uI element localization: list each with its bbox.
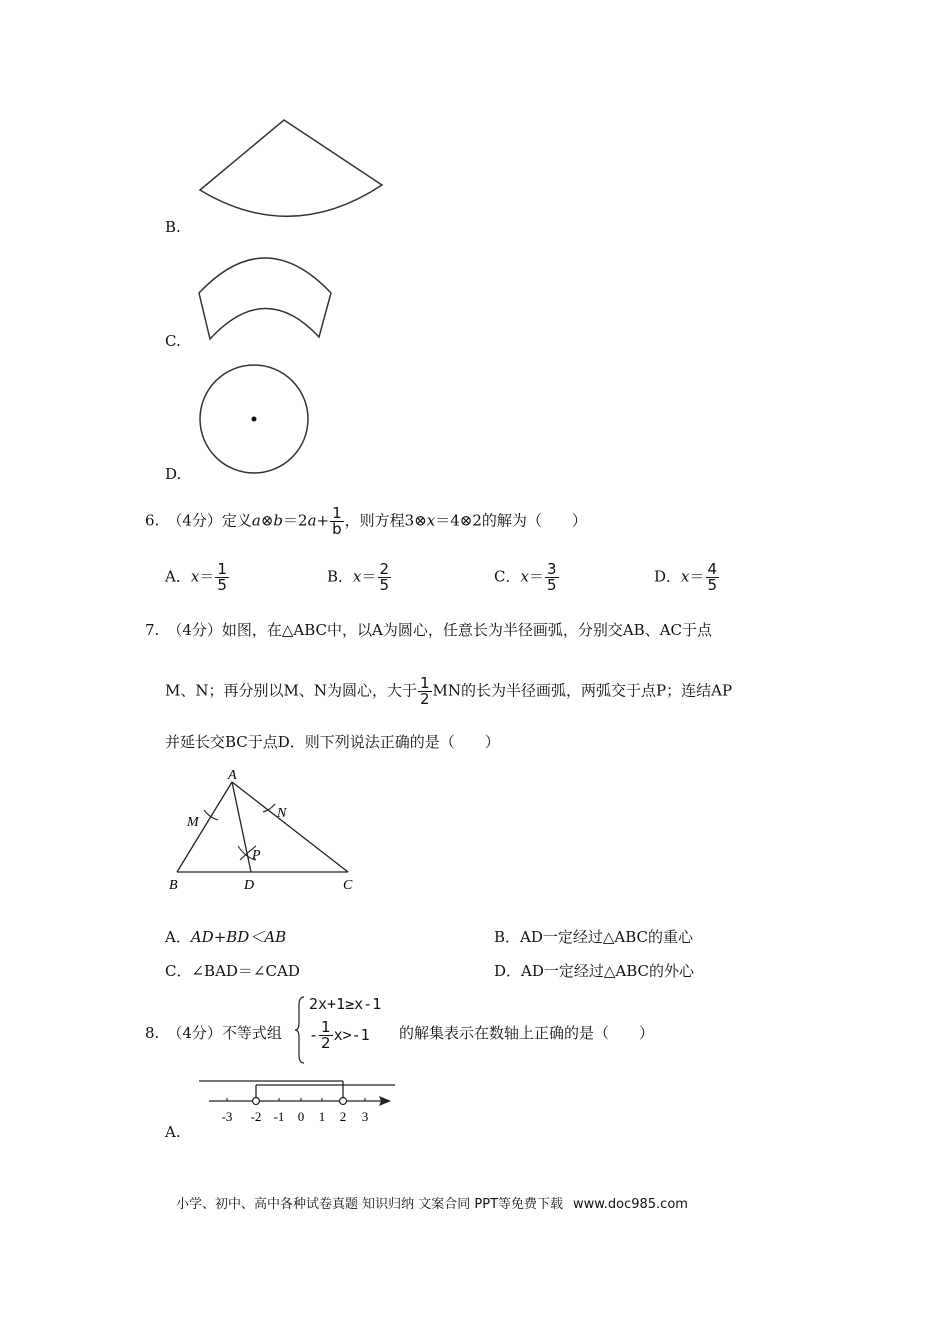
vertex-a-label: A <box>228 768 237 783</box>
q7-option-a[interactable]: A．AD+BD＜AB <box>165 928 287 946</box>
vertex-c-label: C <box>343 878 353 893</box>
tick-label: 3 <box>361 1109 369 1124</box>
q7-option-d[interactable]: D．AD一定经过△ABC的外心 <box>494 962 695 980</box>
point-p-label: P <box>252 848 261 863</box>
tick-label: -1 <box>273 1109 285 1124</box>
q5-option-b-figure <box>190 110 390 230</box>
point-d-label: D <box>244 878 255 893</box>
q7-option-b[interactable]: B．AD一定经过△ABC的重心 <box>494 928 694 946</box>
q8-inequality-1: 2x+1≥x-1 <box>309 995 382 1013</box>
tick-label: 2 <box>339 1109 347 1124</box>
q5-option-d-label: D. <box>165 465 182 483</box>
tick-label: -2 <box>250 1109 262 1124</box>
question-8-stem-start: 8. （4分）不等式组 <box>145 1024 282 1042</box>
question-7-line-1: 7. （4分）如图，在△ABC中，以A为圆心，任意长为半径画弧，分别交AB、AC于点 <box>145 621 713 639</box>
vertex-b-label: B <box>169 878 178 893</box>
q7-triangle-figure <box>160 760 370 895</box>
question-8-stem-end: 的解集表示在数轴上正确的是（ ） <box>399 1024 655 1042</box>
q8-option-a-label: A. <box>165 1123 181 1141</box>
footer-text: 小学、初中、高中各种试卷真题 知识归纳 文案合同 PPT等免费下载 <box>176 1197 564 1212</box>
q6-option-b[interactable]: B．x＝ $\frac{2}{5}$ <box>327 560 390 594</box>
q8-option-a-number-line <box>195 1075 400 1130</box>
q6-option-c[interactable]: C．x＝ $\frac{3}{5}$ <box>494 560 557 594</box>
footer-link[interactable]: www.doc985.com <box>573 1197 688 1212</box>
question-7-line-2: M、N；再分别以M、N为圆心，大于 $\frac{1}{2}$ MN的长为半径画弧，两弧交于点P；连结AP <box>165 674 733 708</box>
question-7-line-3: 并延长交BC于点D．则下列说法正确的是（ ） <box>165 733 500 751</box>
q7-option-c[interactable]: C．∠BAD＝∠CAD <box>165 962 300 980</box>
tick-label: 0 <box>297 1109 305 1124</box>
fraction: $\frac{1}{b}$ <box>332 504 342 538</box>
q6-option-a[interactable]: A．x＝ $\frac{1}{5}$ <box>165 560 227 594</box>
q8-brace <box>294 995 306 1065</box>
point-n-label: N <box>277 806 287 821</box>
point-m-label: M <box>187 815 199 830</box>
page-footer <box>176 1193 688 1212</box>
tick-label: -3 <box>221 1109 233 1124</box>
q6-option-d[interactable]: D．x＝ $\frac{4}{5}$ <box>654 560 718 594</box>
q8-inequality-2: - $\frac{1}{2}$ x>-1 <box>309 1018 370 1052</box>
question-6-stem: 6. （4分）定义a⊗b＝2a+ $\frac{1}{b}$ ，则方程3⊗x＝4⊗2的解为（ ） <box>145 504 587 538</box>
q5-option-d-figure <box>195 360 315 480</box>
q5-option-c-figure <box>190 245 340 350</box>
tick-label: 1 <box>318 1109 326 1124</box>
q5-option-c-label: C. <box>165 332 181 350</box>
q5-option-b-label: B. <box>165 218 181 236</box>
